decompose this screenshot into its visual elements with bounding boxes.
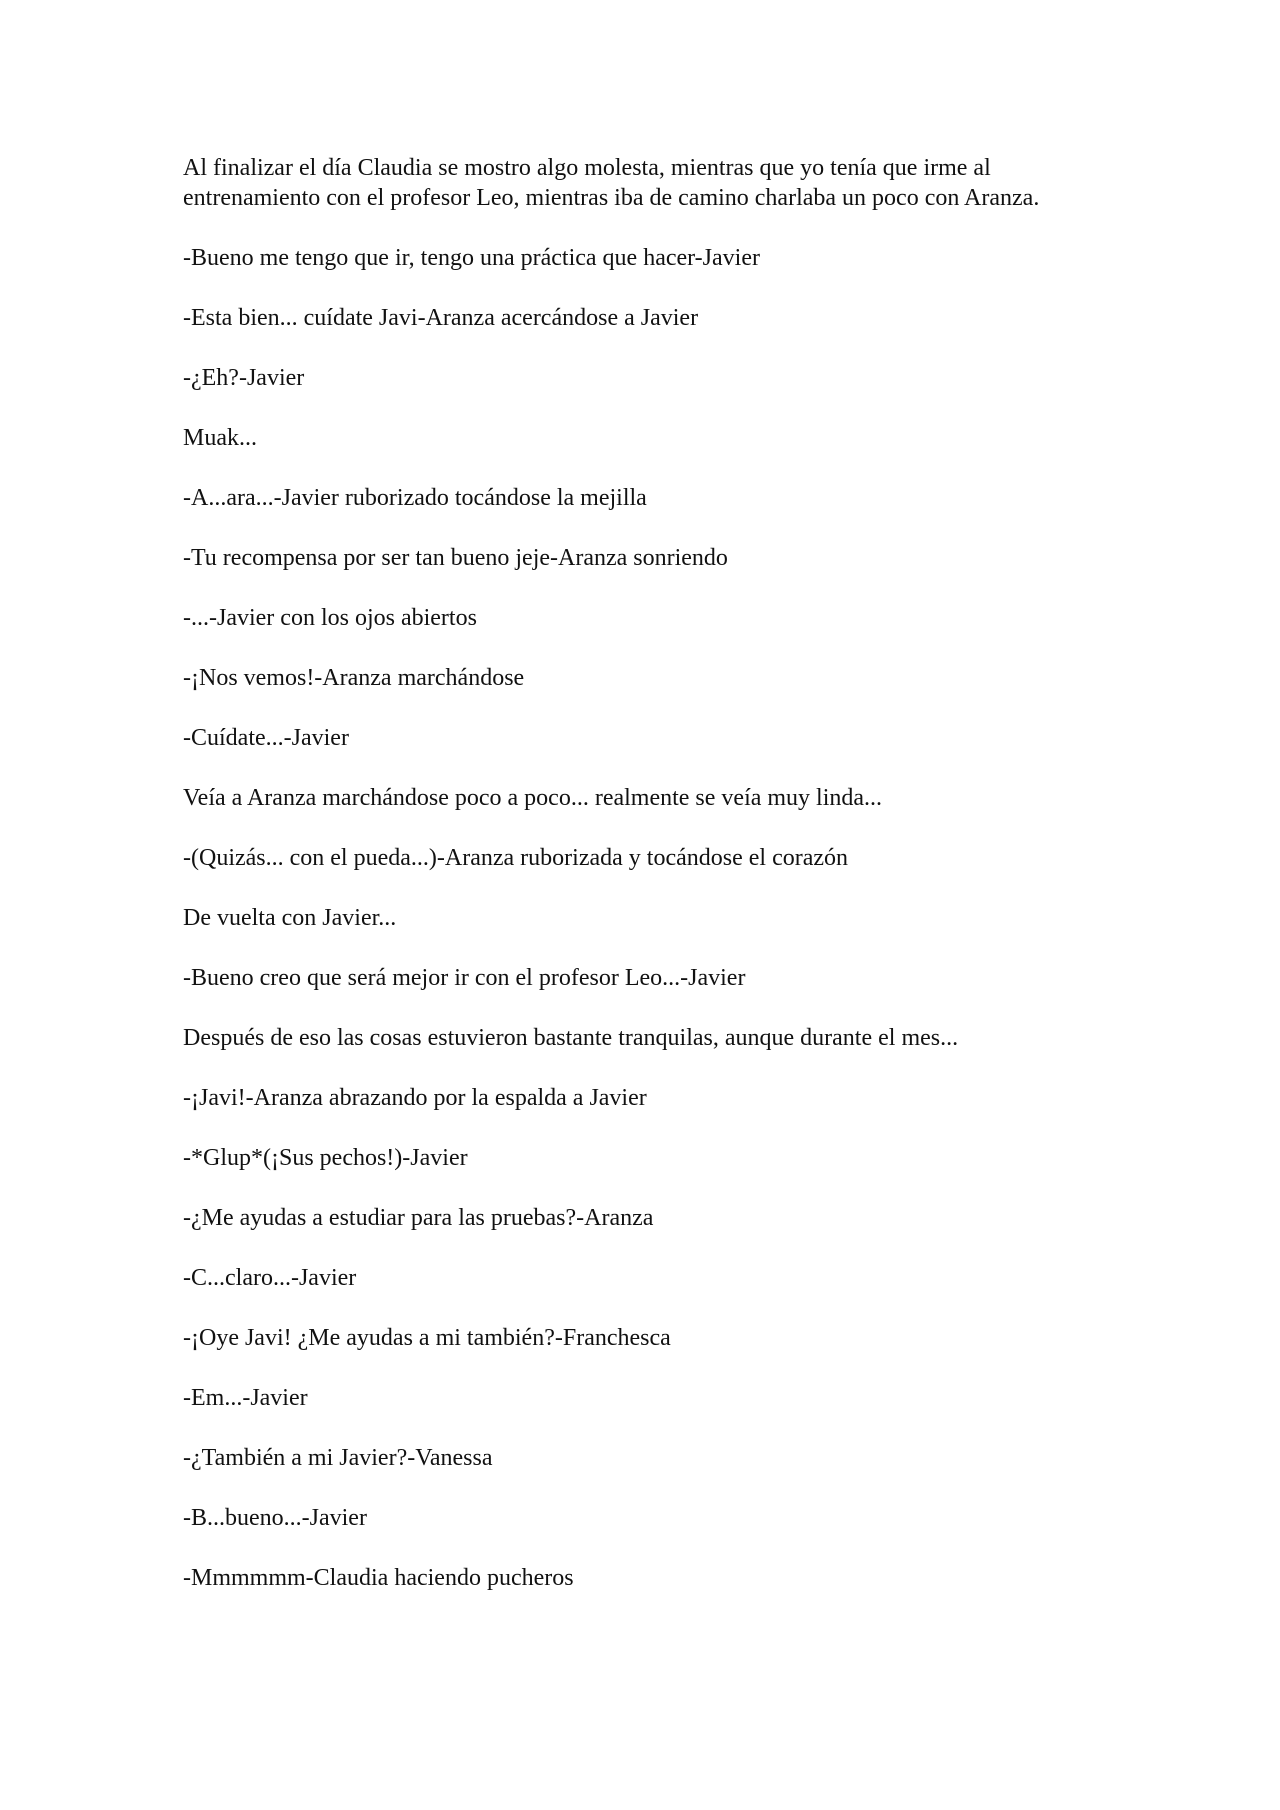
dialogue-line: -Em...-Javier <box>183 1385 308 1411</box>
dialogue-line: -Tu recompensa por ser tan bueno jeje-Aranza sonriendo <box>183 545 728 571</box>
dialogue-line: -¡Nos vemos!-Aranza marchándose <box>183 665 525 691</box>
dialogue-line: -¡Javi!-Aranza abrazando por la espalda a Javier <box>183 1085 647 1111</box>
paragraph-intro: Al finalizar el día Claudia se mostro algo molesta, mientras que yo tenía que irme al entrenamiento con el profesor Leo, mientras iba de camino charlaba un poco con Aranza. <box>183 155 1040 211</box>
dialogue-line: -C...claro...-Javier <box>183 1265 357 1291</box>
narration-line: Muak... <box>183 425 257 451</box>
dialogue-line: -Bueno me tengo que ir, tengo una práctica que hacer-Javier <box>183 245 760 271</box>
dialogue-line: -Bueno creo que será mejor ir con el profesor Leo...-Javier <box>183 965 746 991</box>
dialogue-line: -¿Eh?-Javier <box>183 365 305 391</box>
dialogue-line: -A...ara...-Javier ruborizado tocándose la mejilla <box>183 485 647 511</box>
narration-line: Veía a Aranza marchándose poco a poco... realmente se veía muy linda... <box>183 785 883 811</box>
narration-line: Después de eso las cosas estuvieron bastante tranquilas, aunque durante el mes... <box>183 1025 959 1051</box>
dialogue-line: -¿Me ayudas a estudiar para las pruebas?-Aranza <box>183 1205 654 1231</box>
dialogue-line: -(Quizás... con el pueda...)-Aranza ruborizada y tocándose el corazón <box>183 845 849 871</box>
dialogue-line: -B...bueno...-Javier <box>183 1505 367 1531</box>
dialogue-line: -¿También a mi Javier?-Vanessa <box>183 1445 493 1471</box>
narration-line: De vuelta con Javier... <box>183 905 397 931</box>
document-body <box>183 153 1083 1623</box>
dialogue-line: -*Glup*(¡Sus pechos!)-Javier <box>183 1145 468 1171</box>
dialogue-line: -...-Javier con los ojos abiertos <box>183 605 477 631</box>
dialogue-line: -¡Oye Javi! ¿Me ayudas a mi también?-Franchesca <box>183 1325 671 1351</box>
dialogue-line: -Mmmmmm-Claudia haciendo pucheros <box>183 1565 574 1591</box>
dialogue-line: -Esta bien... cuídate Javi-Aranza acercándose a Javier <box>183 305 699 331</box>
dialogue-line: -Cuídate...-Javier <box>183 725 349 751</box>
